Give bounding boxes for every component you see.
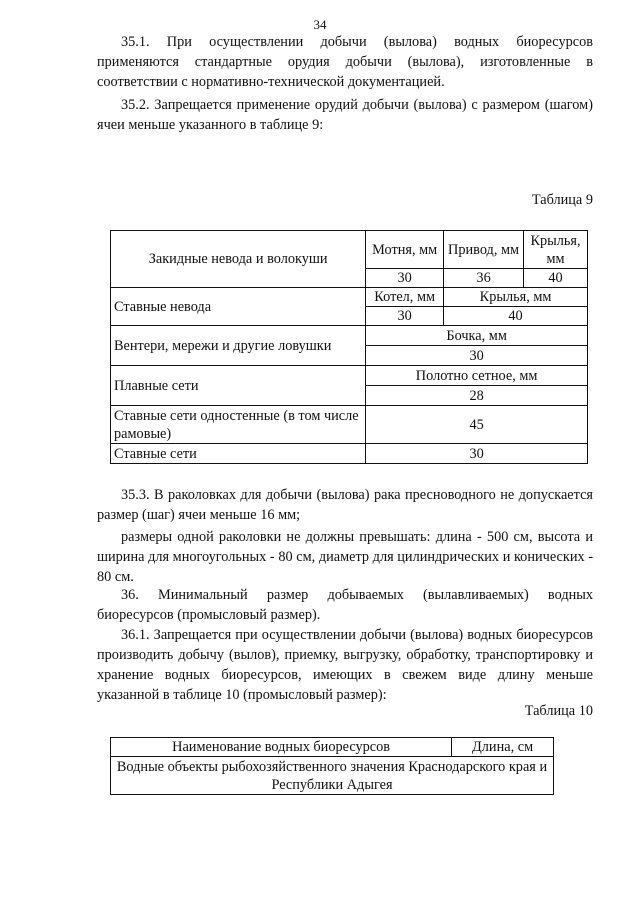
- table10-header-length: Длина, см: [452, 738, 554, 757]
- paragraph-36-1-text: 36.1. Запрещается при осуществлении добычи (вылова) водных биоресурсов производить добычу (вылов), приемку, выгрузку, обработку, транспортировку и хранение водных биоресурсов, имеющих в свежем виде длину меньше указанной в таблице 10 (промысловый размер):: [97, 627, 593, 703]
- paragraph-36-1: [97, 625, 593, 705]
- table9-row1-header-1: Мотня, мм: [366, 231, 444, 269]
- table9-row1-value-3: 40: [524, 269, 588, 288]
- table10-header-name: Наименование водных биоресурсов: [111, 738, 452, 757]
- table9-row1-value-2: 36: [444, 269, 524, 288]
- table9-row4-value: 28: [366, 386, 588, 406]
- table-10: [110, 737, 554, 795]
- table9-row5-value: 45: [366, 406, 588, 444]
- paragraph-35-3-sizes: [97, 527, 593, 587]
- table9-row1-header-2: Привод, мм: [444, 231, 524, 269]
- table9-row4-label: Плавные сети: [111, 366, 366, 406]
- paragraph-35-1: [97, 32, 593, 92]
- paragraph-35-3-text: 35.3. В раколовках для добычи (вылова) рака пресноводного не допускается размер (шаг) ячеи меньше 16 мм;: [97, 487, 593, 523]
- table9-row2-value-1: 30: [366, 307, 444, 326]
- table10-section-row: Водные объекты рыбохозяйственного значения Краснодарского края и Республики Адыгея: [111, 757, 554, 795]
- table9-row6-label: Ставные сети: [111, 444, 366, 464]
- table9-row3-label: Вентери, мережи и другие ловушки: [111, 326, 366, 366]
- paragraph-35-2: [97, 95, 593, 135]
- table9-row2-header-1: Котел, мм: [366, 288, 444, 307]
- table-10-caption: Таблица 10: [524, 703, 593, 719]
- paragraph-36: [97, 585, 593, 625]
- table9-row2-header-2: Крылья, мм: [444, 288, 588, 307]
- table9-row3-value: 30: [366, 346, 588, 366]
- paragraph-35-1-text: 35.1. При осуществлении добычи (вылова) водных биоресурсов применяются стандартные орудия добычи (вылова), изготовленные в соответствии с нормативно-технической документацией.: [97, 34, 593, 90]
- paragraph-35-2-text: 35.2. Запрещается применение орудий добычи (вылова) с размером (шагом) ячеи меньше указанного в таблице 9:: [97, 97, 593, 133]
- paragraph-36-text: 36. Минимальный размер добываемых (вылавливаемых) водных биоресурсов (промысловый размер).: [97, 587, 593, 623]
- table9-row1-label: Закидные невода и волокуши: [111, 231, 366, 288]
- table9-row1-value-1: 30: [366, 269, 444, 288]
- table9-row2-value-2: 40: [444, 307, 588, 326]
- table-9: [110, 230, 588, 464]
- table9-row6-value: 30: [366, 444, 588, 464]
- paragraph-35-3-sizes-text: размеры одной раколовки не должны превышать: длина - 500 см, высота и ширина для многоугольных - 80 см, диаметр для цилиндрических и конических - 80 см.: [97, 529, 593, 585]
- paragraph-35-3: [97, 485, 593, 525]
- table9-row1-header-3: Крылья, мм: [524, 231, 588, 269]
- page-number: 34: [313, 17, 327, 32]
- table-9-caption: Таблица 9: [531, 192, 593, 208]
- table9-row3-header: Бочка, мм: [366, 326, 588, 346]
- table9-row5-label: Ставные сети одностенные (в том числе рамовые): [111, 406, 366, 444]
- table9-row2-label: Ставные невода: [111, 288, 366, 326]
- table9-row4-header: Полотно сетное, мм: [366, 366, 588, 386]
